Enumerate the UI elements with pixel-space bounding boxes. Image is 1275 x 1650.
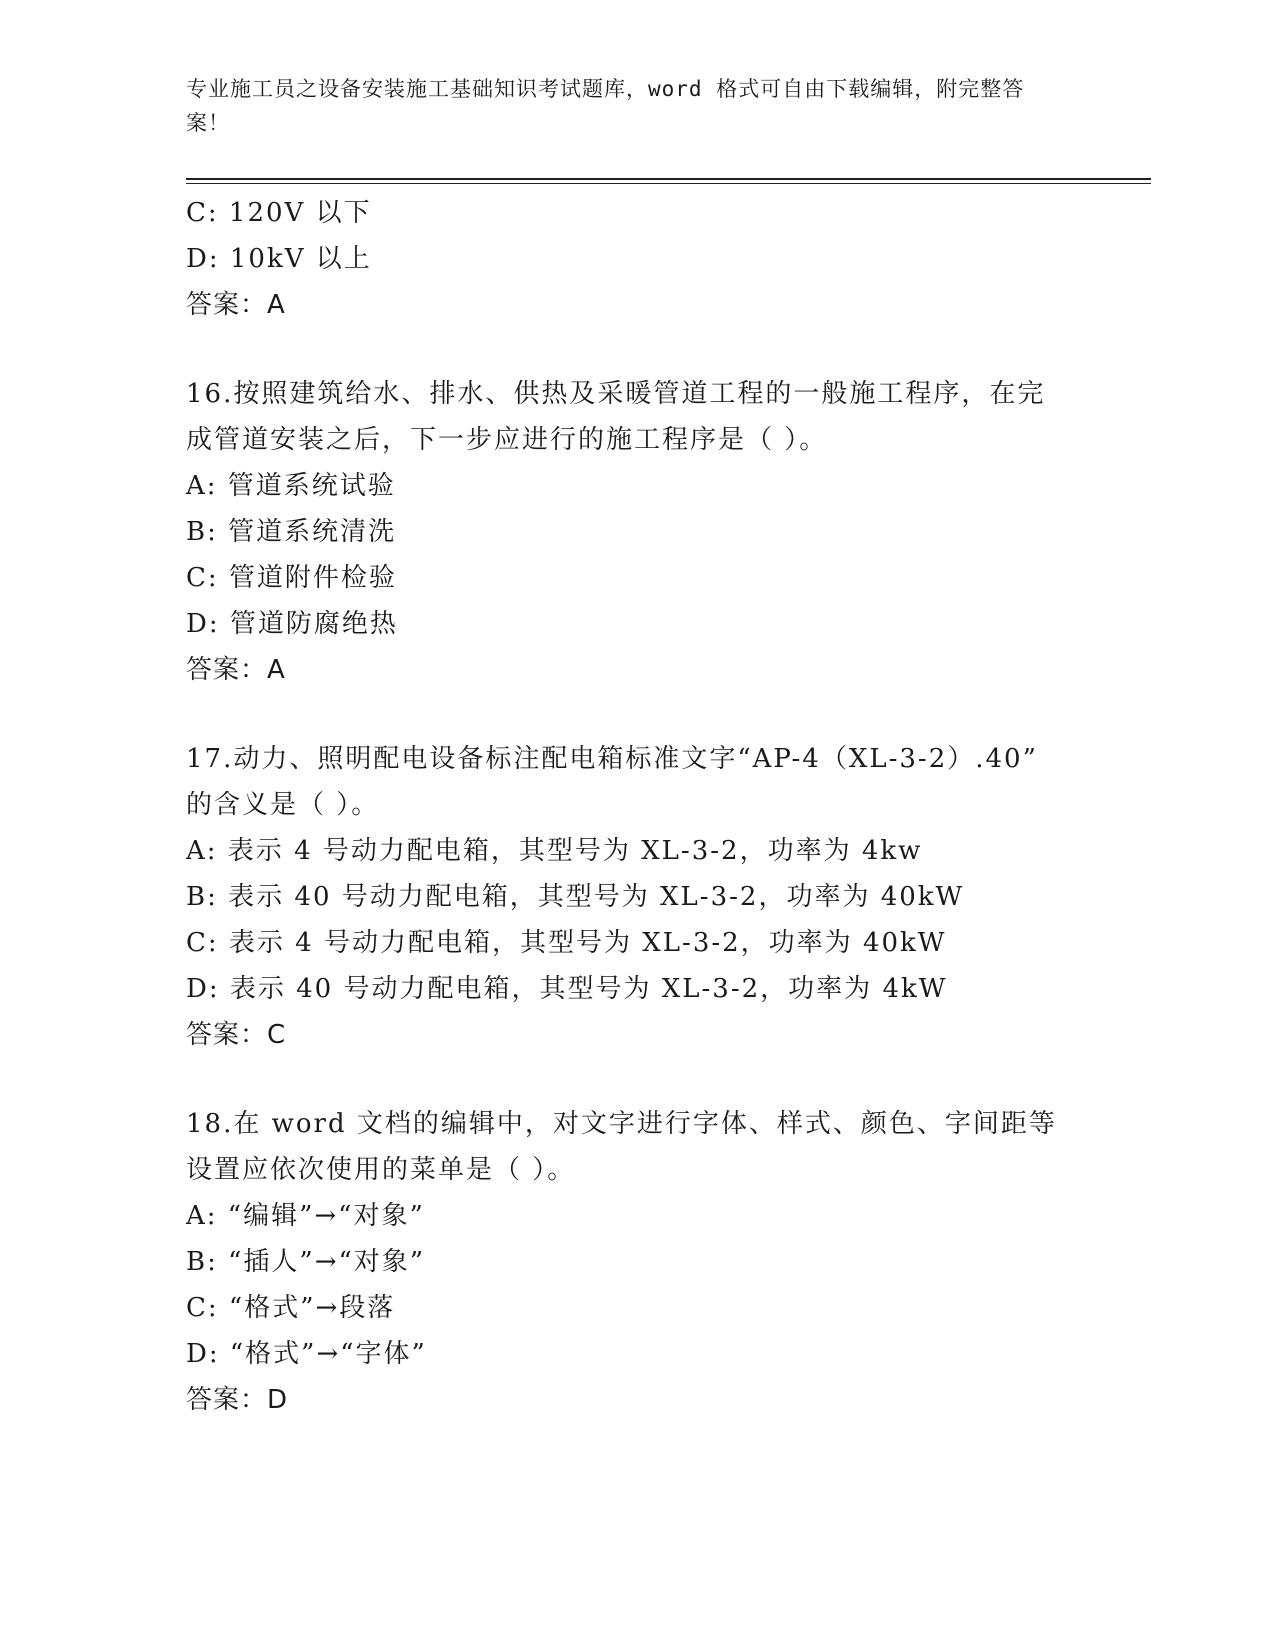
option-c: C: 表示 4 号动力配电箱，其型号为 XL-3-2，功率为 40kW <box>186 928 947 958</box>
question-16 <box>186 371 1086 693</box>
option-c: C: “格式”→段落 <box>186 1293 396 1323</box>
option-d: D: 表示 40 号动力配电箱，其型号为 XL-3-2，功率为 4kW <box>186 974 948 1004</box>
option-a: A: 表示 4 号动力配电箱，其型号为 XL-3-2，功率为 4kw <box>186 836 923 866</box>
option-d: D: 管道防腐绝热 <box>186 609 398 639</box>
option-c: C: 120V 以下 <box>186 198 372 228</box>
question-text: 16.按照建筑给水、排水、供热及采暖管道工程的一般施工程序，在完 <box>186 379 1046 409</box>
question-17 <box>186 736 1086 1058</box>
answer-line: 答案：A <box>186 655 286 685</box>
header-divider-thin <box>186 183 1151 184</box>
document-header: 专业施工员之设备安装施工基础知识考试题库，word 格式可自由下载编辑，附完整答案！ <box>186 77 1025 135</box>
option-d: D: 10kV 以上 <box>186 244 372 274</box>
partial-question <box>186 190 1086 328</box>
question-list <box>186 190 1086 1423</box>
option-b: B: 管道系统清洗 <box>186 517 397 547</box>
question-text-cont: 设置应依次使用的菜单是（ ）。 <box>186 1155 576 1185</box>
question-text: 17.动力、照明配电设备标注配电箱标准文字“AP-4（XL-3-2）.40” <box>186 744 1038 774</box>
question-text-cont: 的含义是（ ）。 <box>186 790 380 820</box>
answer-line: 答案：C <box>186 1020 287 1050</box>
question-text-cont: 成管道安装之后，下一步应进行的施工程序是（ ）。 <box>186 425 828 455</box>
option-a: A: 管道系统试验 <box>186 471 396 501</box>
header-divider-thick <box>186 178 1151 180</box>
question-text: 18.在 word 文档的编辑中，对文字进行字体、样式、颜色、字间距等 <box>186 1109 1057 1139</box>
answer-line: 答案：A <box>186 290 286 320</box>
option-a: A: “编辑”→“对象” <box>186 1201 425 1231</box>
option-c: C: 管道附件检验 <box>186 563 397 593</box>
question-18 <box>186 1101 1086 1423</box>
option-b: B: “插人”→“对象” <box>186 1247 426 1277</box>
option-b: B: 表示 40 号动力配电箱，其型号为 XL-3-2，功率为 40kW <box>186 882 965 912</box>
option-d: D: “格式”→“字体” <box>186 1339 427 1369</box>
answer-line: 答案：D <box>186 1385 289 1415</box>
